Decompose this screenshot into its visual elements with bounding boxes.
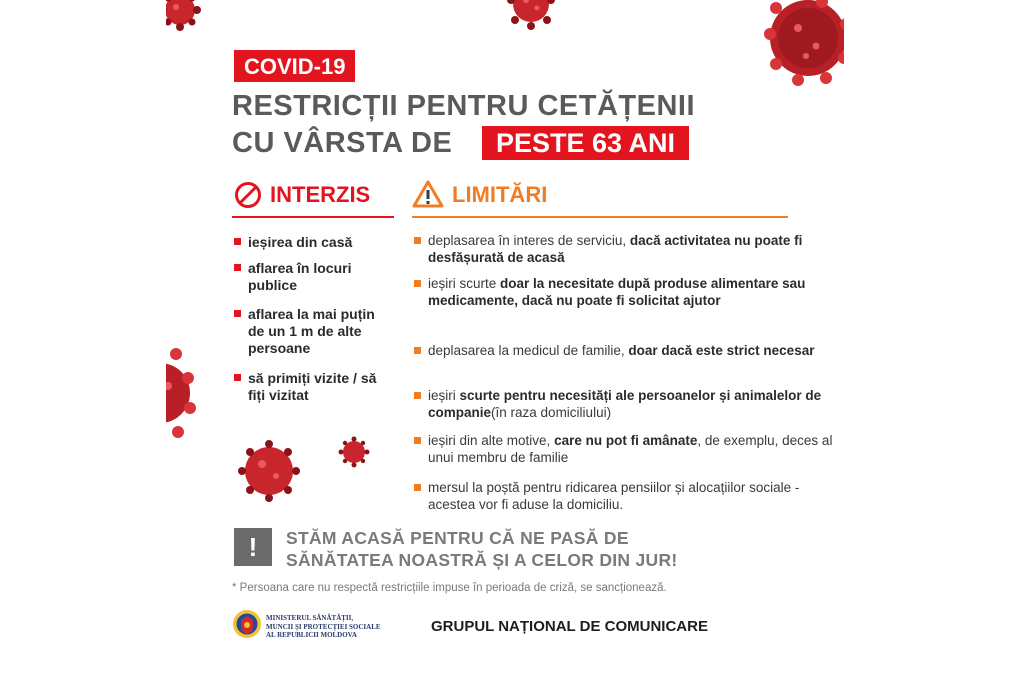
limitari-item-text bbox=[414, 387, 834, 421]
limitari-item-text-regular: mersul la poștă pentru ridicarea pensiilor și alocațiilor sociale - acestea vor fi aduse la domiciliu. bbox=[428, 480, 800, 512]
ministry-line-1: MINISTERUL SĂNĂTĂȚII, bbox=[266, 614, 354, 622]
limitari-item bbox=[414, 275, 834, 309]
limitari-divider bbox=[412, 216, 788, 218]
exclamation-icon bbox=[234, 528, 272, 566]
limitari-item-text-suffix: (în raza domiciliului) bbox=[491, 405, 612, 420]
bullet-square bbox=[414, 437, 421, 444]
ministry-line-2: MUNCII ȘI PROTECȚIEI SOCIALE bbox=[266, 622, 381, 631]
limitari-item-text-bold: dacă activitatea nu poate fi desfășurată de acasă bbox=[428, 233, 803, 265]
virus-image-bottom-left bbox=[236, 438, 302, 504]
ministry-line-3: AL REPUBLICII MOLDOVA bbox=[266, 631, 357, 639]
ministry-name bbox=[266, 614, 386, 640]
limitari-item-text-bold: scurte pentru necesități ale persoanelor și animalelor de companie bbox=[428, 388, 822, 420]
limitari-item-text-regular: ieșiri bbox=[428, 388, 460, 403]
bottom-message-line-1: STĂM ACASĂ PENTRU CĂ NE PASĂ DE bbox=[286, 528, 629, 548]
limitari-item bbox=[414, 387, 834, 421]
communication-group: GRUPUL NAȚIONAL DE COMUNICARE bbox=[431, 618, 708, 635]
age-highlight bbox=[482, 126, 689, 160]
limitari-title: LIMITĂRI bbox=[452, 182, 548, 207]
limitari-item bbox=[414, 342, 834, 359]
limitari-item-text-bold: doar dacă este strict necesar bbox=[628, 343, 815, 358]
warning-icon bbox=[412, 179, 444, 209]
age-highlight-text: PESTE 63 ANI bbox=[496, 128, 676, 158]
bullet-square bbox=[234, 374, 241, 381]
title-line-2: CU VÂRSTA DE bbox=[232, 127, 453, 159]
bullet-square bbox=[414, 392, 421, 399]
ban-icon bbox=[234, 181, 262, 209]
bullet-square bbox=[234, 310, 241, 317]
limitari-item-text-regular: deplasarea în interes de serviciu, bbox=[428, 233, 630, 248]
limitari-item-text bbox=[414, 275, 834, 309]
ban-item-text: ieșirea din casă bbox=[248, 234, 353, 250]
exclamation-icon-glyph: ! bbox=[248, 532, 258, 562]
limitari-item bbox=[414, 479, 834, 513]
ban-item bbox=[234, 260, 354, 294]
ban-item bbox=[234, 370, 394, 404]
limitari-item bbox=[414, 432, 834, 466]
virus-image-top-left bbox=[166, 0, 202, 32]
limitari-item-text-bold: doar la necesitate după produse alimentare sau medicamente, dacă nu poate fi solicitat ajutor bbox=[428, 276, 806, 308]
bullet-square bbox=[414, 280, 421, 287]
bottom-message bbox=[286, 527, 678, 571]
limitari-item-text bbox=[414, 479, 834, 513]
bullet-square bbox=[414, 484, 421, 491]
ban-item bbox=[234, 306, 394, 357]
limitari-item-text-regular: deplasarea la medicul de familie, bbox=[428, 343, 629, 358]
limitari-item-text bbox=[414, 432, 834, 466]
limitari-item-text-bold: care nu pot fi amânate bbox=[554, 433, 698, 448]
bullet-square bbox=[234, 264, 241, 271]
interzis-divider bbox=[232, 216, 394, 218]
ban-item-text: să primiți vizite / să fiți vizitat bbox=[248, 370, 377, 403]
coat-of-arms-icon bbox=[232, 608, 262, 640]
title-line-1: RESTRICȚII PENTRU CETĂȚENII bbox=[232, 90, 696, 122]
footnote: * Persoana care nu respectă restricțiile impuse în perioada de criză, se sancționează. bbox=[232, 582, 667, 594]
virus-image-top-right bbox=[746, 0, 844, 104]
limitari-item-text bbox=[414, 232, 834, 266]
covid-badge-text: COVID-19 bbox=[244, 54, 346, 79]
interzis-title: INTERZIS bbox=[270, 182, 371, 207]
bottom-message-line-2: SĂNĂTATEA NOASTRĂ ȘI A CELOR DIN JUR! bbox=[286, 550, 678, 570]
covid-badge bbox=[234, 50, 355, 82]
limitari-item-text-suffix: , de exemplu, deces al unui membru de familie bbox=[428, 433, 833, 465]
limitari-item-text-regular: ieșiri din alte motive, bbox=[428, 433, 555, 448]
virus-image-top-center bbox=[501, 0, 561, 34]
ban-item-text: aflarea la mai puțin de un 1 m de alte persoane bbox=[248, 306, 375, 356]
virus-image-bottom-small bbox=[338, 436, 370, 468]
bullet-square bbox=[414, 347, 421, 354]
limitari-item-text bbox=[414, 342, 834, 359]
virus-image-left-middle bbox=[166, 338, 200, 448]
poster bbox=[166, 0, 844, 675]
ban-item bbox=[234, 234, 404, 251]
ban-item-text: aflarea în locuri publice bbox=[248, 260, 352, 293]
limitari-item-text-regular: ieșiri scurte bbox=[428, 276, 501, 291]
bullet-square bbox=[414, 237, 421, 244]
limitari-item bbox=[414, 232, 834, 266]
bullet-square bbox=[234, 238, 241, 245]
